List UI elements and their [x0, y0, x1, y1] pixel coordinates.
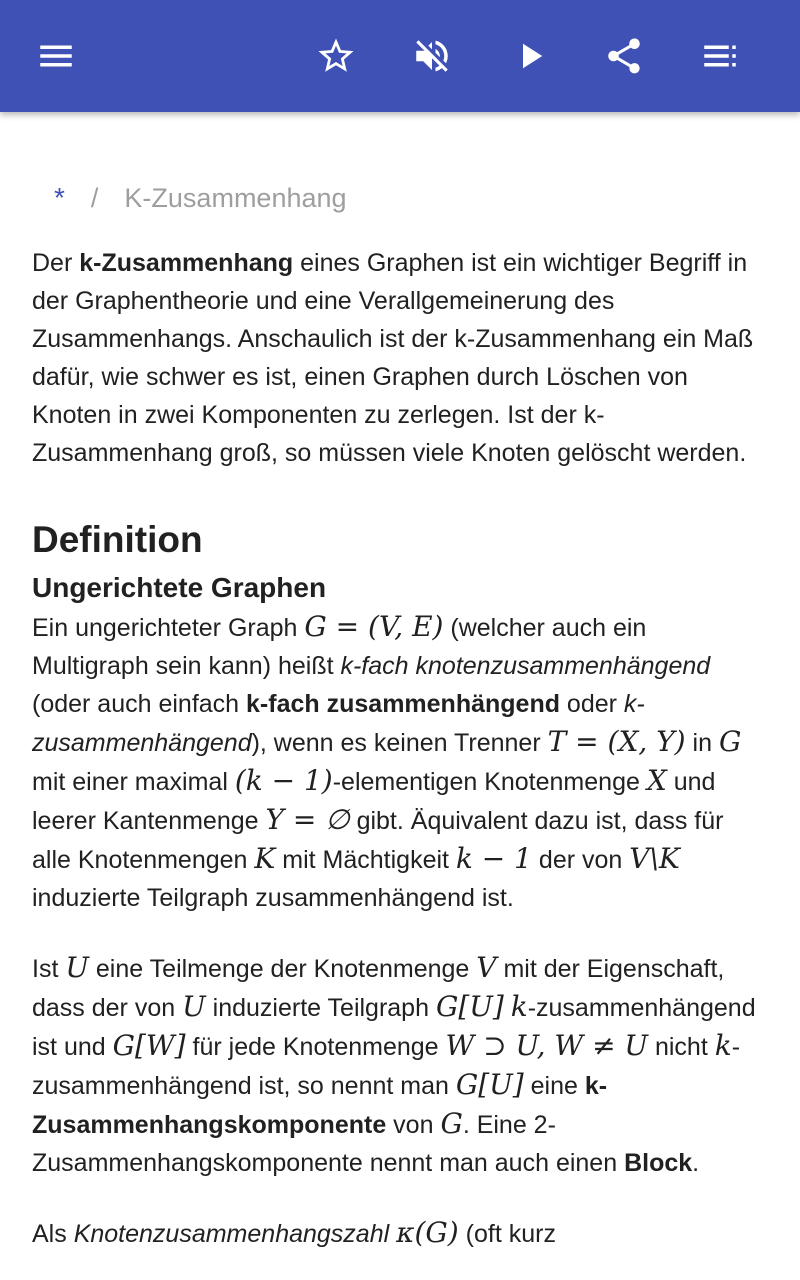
contents-button[interactable] — [692, 28, 748, 84]
article-content — [32, 112, 768, 1253]
share-icon — [603, 35, 645, 77]
playlist-icon — [699, 35, 741, 77]
menu-button[interactable] — [28, 28, 84, 84]
menu-icon — [35, 35, 77, 77]
component-paragraph: Ist U eine Teilmenge der Knotenmenge V mit der Eigenschaft, dass der von U induzierte Teilgraph G[U] k-zusammenhängend ist und G[W] für jede Knotenmenge W ⊃ U, W ≠ U nicht k-zusammenhängend ist, so nennt man G[U] eine k-Zusammenhangskomponente von G. Eine 2-Zusammenhangskomponente nennt man auch einen Block. — [32, 951, 756, 1177]
connectivity-number-paragraph: Als Knotenzusammenhangszahl κ(G) (oft kurz — [32, 1216, 556, 1249]
section-title: Definition — [32, 519, 203, 560]
breadcrumb-home-link[interactable]: * — [54, 182, 65, 213]
favorite-button[interactable] — [308, 28, 364, 84]
volume-off-icon — [411, 35, 453, 77]
app-toolbar — [0, 0, 800, 112]
definition-paragraph: Ein ungerichteter Graph G = (V, E) (welcher auch ein Multigraph sein kann) heißt k-fach knotenzusammenhängend (oder auch einfach k-fach zusammenhängend oder k-zusammenhängend), wenn es keinen Trenner T = (X, Y) in G mit einer maximal (k − 1)-elementigen Knotenmenge X und leerer Kantenmenge Y = ∅ gibt. Äquivalent dazu ist, dass für alle Knotenmengen K mit Mächtigkeit k − 1 der von V\K induzierte Teilgraph zusammenhängend ist. — [32, 610, 742, 912]
breadcrumb-current: K-Zusammenhang — [124, 183, 347, 213]
breadcrumb-separator: / — [90, 183, 99, 213]
share-button[interactable] — [596, 28, 652, 84]
play-button[interactable] — [502, 28, 558, 84]
intro-paragraph: Der k-Zusammenhang eines Graphen ist ein wichtiger Begriff in der Graphentheorie und eine Verallgemeinerung des Zusammenhangs. Anschaulich ist der k-Zusammenhang ein Maß dafür, wie schwer es ist, einen Graphen durch Löschen von Knoten in zwei Komponenten zu zerlegen. Ist der k-Zusammenhang groß, so müssen viele Knoten gelöscht werden. — [32, 249, 754, 467]
subsection-title: Ungerichtete Graphen — [32, 572, 327, 603]
star-outline-icon — [315, 35, 357, 77]
breadcrumb — [32, 178, 768, 218]
mute-button[interactable] — [404, 28, 460, 84]
play-icon — [509, 35, 551, 77]
